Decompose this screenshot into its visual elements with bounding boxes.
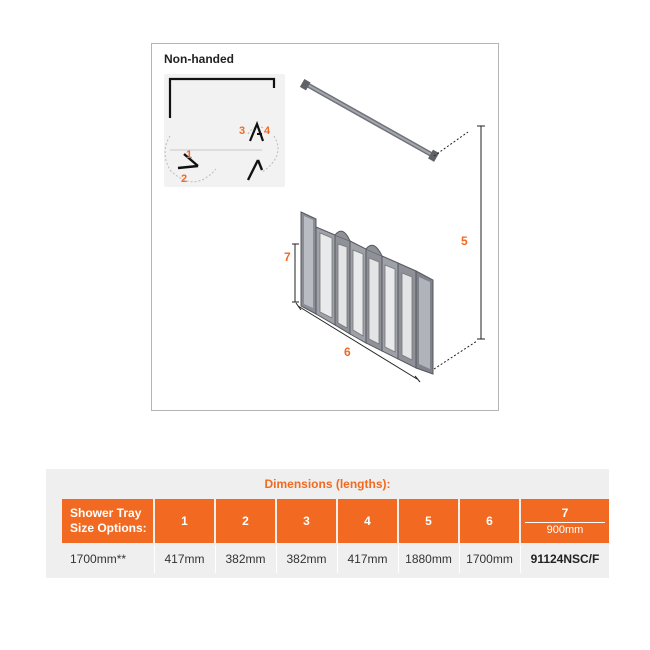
support-bar — [300, 79, 439, 162]
plan-view-drawing — [165, 79, 278, 185]
plan-label-1: 1 — [186, 149, 193, 161]
row-value-6: 1700mm — [466, 552, 513, 566]
dimension-5 — [434, 126, 485, 369]
header-col-7-label: 7 — [561, 506, 569, 520]
dimension-7 — [292, 244, 299, 302]
plan-label-3: 3 — [239, 125, 246, 137]
table-row — [62, 545, 609, 573]
header-col-3: 3 — [277, 499, 336, 543]
dimension-label-7: 7 — [284, 250, 291, 264]
plan-label-4: 4 — [264, 125, 271, 137]
folding-doors — [301, 212, 433, 374]
row-product-code: 91124NSC/F — [530, 552, 600, 566]
header-col-7-sub: 900mm — [525, 522, 605, 536]
row-value-5: 1880mm — [405, 552, 452, 566]
header-size-options: Shower Tray Size Options: — [62, 499, 153, 543]
dimension-label-6: 6 — [344, 345, 351, 359]
plan-label-2: 2 — [181, 173, 188, 185]
header-col-4: 4 — [338, 499, 397, 543]
row-value-2: 382mm — [225, 552, 266, 566]
row-size: 1700mm** — [70, 552, 127, 566]
table-header-row — [62, 499, 609, 543]
header-col-2: 2 — [216, 499, 275, 543]
shower-screen-drawing — [152, 44, 498, 410]
row-value-1: 417mm — [164, 552, 205, 566]
header-col-1: 1 — [155, 499, 214, 543]
header-col-7 — [521, 499, 609, 543]
dimensions-caption: Dimensions (lengths): — [264, 477, 391, 491]
dimension-label-5: 5 — [461, 234, 468, 248]
dimensions-table — [46, 469, 609, 578]
diagram-title: Non-handed — [164, 52, 234, 66]
row-value-3: 382mm — [286, 552, 327, 566]
header-col-5: 5 — [399, 499, 458, 543]
header-col-6: 6 — [460, 499, 519, 543]
product-diagram-panel — [151, 43, 499, 411]
row-value-4: 417mm — [347, 552, 388, 566]
